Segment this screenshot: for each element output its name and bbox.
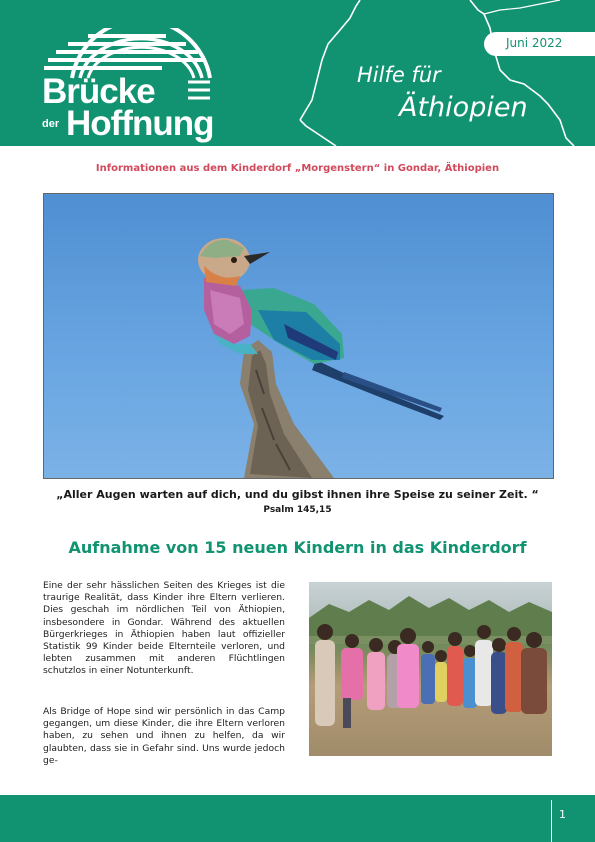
children-group-photo bbox=[309, 582, 552, 756]
logo-word-bruecke: Brücke bbox=[42, 72, 155, 111]
subtitle: Informationen aus dem Kinderdorf „Morgenstern“ in Gondar, Äthiopien bbox=[95, 163, 500, 174]
bird-photo bbox=[43, 193, 554, 479]
article-paragraph-1: Eine der sehr hässlichen Seiten des Krieges ist die traurige Realität, dass Kinder ihre Eltern verlieren. Dies geschah im nördlichen Teil von Äthiopien, insbesondere in Gondar. Während des aktuellen Bürgerkrieges in Äthiopien haben laut offizieller Statistik 99 Kinder beide Elternteile verloren, und lebten zusammen mit anderen Flüchtlingen schutzlos in einer Notunterkunft. bbox=[43, 580, 285, 677]
article-headline: Aufnahme von 15 neuen Kindern in das Kinderdorf bbox=[68, 538, 527, 557]
masthead bbox=[0, 0, 595, 146]
quote-source: Psalm 145,15 bbox=[263, 505, 332, 515]
lilac-breasted-roller-image bbox=[44, 194, 553, 478]
article-paragraph-2: Als Bridge of Hope sind wir persönlich in das Camp gegangen, um diese Kinder, die ihre Eltern verloren haben, zu sehen und ihnen zu helfen, da wir glaubten, dass sie in Gefahr sind. Uns wurde jedoch ge- bbox=[43, 706, 285, 766]
logo bbox=[38, 28, 218, 146]
masthead-title-line2: Äthiopien bbox=[399, 92, 528, 123]
page-number: 1 bbox=[559, 808, 566, 821]
bible-quote: „Aller Augen warten auf dich, und du gibst ihnen ihre Speise zu seiner Zeit. “ bbox=[56, 488, 539, 501]
logo-word-hoffnung: Hoffnung bbox=[66, 104, 214, 143]
footer-bar bbox=[0, 795, 595, 842]
masthead-title-line1: Hilfe für bbox=[357, 63, 441, 87]
children-photo-image bbox=[309, 582, 552, 756]
footer-divider bbox=[551, 800, 552, 842]
logo-word-der: der bbox=[42, 118, 60, 130]
issue-date: Juni 2022 bbox=[506, 36, 563, 50]
